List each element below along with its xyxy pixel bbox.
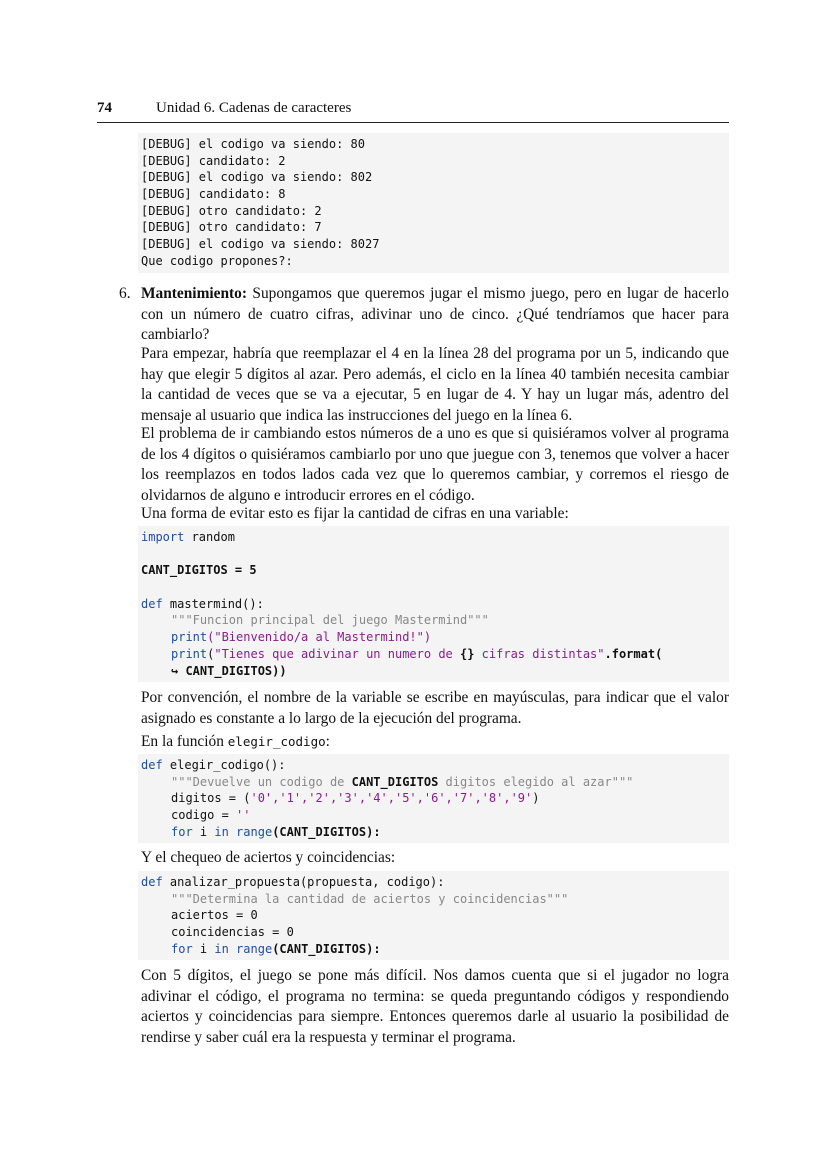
code-text: (CANT_DIGITOS): [272, 941, 381, 956]
code-text: (CANT_DIGITOS): [272, 824, 381, 839]
code-text: {} [460, 646, 475, 661]
code-line [141, 941, 726, 958]
paragraph: Y el chequeo de aciertos y coincidencias: [141, 849, 396, 866]
code-line: aciertos = 0 [171, 908, 258, 923]
item-lead-paragraph [141, 284, 729, 346]
code-text: .format( [604, 646, 663, 661]
item-title: Mantenimiento: [141, 285, 248, 302]
code-keyword: range [228, 824, 273, 839]
code-line [141, 646, 726, 663]
code-line [141, 529, 726, 546]
debug-line: [DEBUG] otro candidato: 2 [141, 203, 322, 218]
code-keyword: print [171, 646, 208, 661]
debug-line: [DEBUG] el codigo va siendo: 802 [141, 170, 373, 185]
debug-line: [DEBUG] otro candidato: 7 [141, 220, 322, 235]
paragraph-text: En la función [141, 733, 224, 750]
code-line: CANT_DIGITOS = 5 [141, 563, 257, 578]
code-string: "Tienes que adivinar un numero de [214, 646, 460, 661]
code-text: analizar_propuesta(propuesta, codigo): [162, 875, 445, 889]
chapter-title: Unidad 6. Cadenas de caracteres [156, 100, 352, 116]
code-line [141, 629, 726, 646]
code-comment: digitos elegido al azar""" [438, 774, 634, 789]
code-keyword: for [171, 941, 193, 956]
list-item-number: 6. [119, 285, 131, 302]
code-keyword: def [141, 596, 163, 611]
code-line [141, 824, 726, 841]
item-lead-text: Supongamos que queremos jugar el mismo juego, pero en lugar de hacerlo con un número de cuatro cifras, adivinar uno de cinco. ¿Qué tendríamos que hacer para cambiarlo? [141, 285, 729, 343]
debug-line: [DEBUG] el codigo va siendo: 8027 [141, 237, 380, 252]
code-text: codigo = [171, 808, 237, 823]
code-keyword: def [141, 875, 163, 889]
code-line [141, 757, 726, 774]
code-text: CANT_DIGITOS [351, 774, 439, 789]
code-line [141, 874, 726, 891]
code-keyword: for [171, 824, 193, 839]
code-block-elegir-codigo [138, 754, 729, 843]
code-text: digitos = ( [171, 791, 251, 806]
paragraph: Para empezar, habría que reemplazar el 4 en la línea 28 del programa por un 5, indicando que hay que elegir 5 dígitos al azar. Pero además, el ciclo en la línea 40 también necesita cambiar la cantidad de veces que se va a ejecutar, 5 en lugar de 4. Y hay un lugar más, adentro del mensaje al usuario que indica las instrucciones del juego en la línea 6. [141, 345, 729, 424]
code-block-analizar-propuesta [138, 871, 729, 960]
code-string: '0','1','2','3','4','5','6','7','8','9' [250, 791, 533, 806]
code-text: i [192, 824, 215, 839]
inline-code: elegir_codigo [227, 734, 326, 749]
code-text: ( [207, 646, 215, 661]
debug-line: [DEBUG] candidato: 8 [141, 187, 286, 202]
code-continuation: ↪ CANT_DIGITOS)) [171, 663, 287, 678]
paragraph: Con 5 dígitos, el juego se pone más difícil. Nos damos cuenta que si el jugador no logra adivinar el código, el programa no termina: se queda preguntando códigos y respondiendo aciertos y coincidencias para siempre. Entonces queremos darle al usuario la posibilidad de rendirse y saber cuál era la respuesta y terminar el programa. [141, 967, 729, 1046]
page-number: 74 [97, 100, 112, 116]
paragraph: El problema de ir cambiando estos números de a uno es que si quisiéramos volver al programa de los 4 dígitos o quisiéramos cambiarlo por uno que juegue con 3, tenemos que volver a hacer los reemplazos en todos lados cada vez que lo queremos cambiar, y corremos el riesgo de olvidarnos de alguno e introducir errores en el código. [141, 425, 729, 504]
paragraph: Por convención, el nombre de la variable se escribe en mayúsculas, para indicar que el valor asignado es constante a lo largo de la ejecución del programa. [141, 689, 729, 727]
code-keyword: print [171, 630, 208, 645]
code-line [141, 790, 726, 807]
code-line: coincidencias = 0 [171, 925, 294, 940]
debug-line: Que codigo propones?: [141, 253, 293, 268]
code-keyword: import [141, 530, 185, 544]
code-docstring: """Determina la cantidad de aciertos y coincidencias""" [171, 891, 569, 906]
paragraph-text: : [325, 733, 330, 750]
code-line [141, 596, 726, 613]
code-text: i [192, 941, 215, 956]
code-keyword: range [228, 941, 273, 956]
paragraph: Una forma de evitar esto es fijar la cantidad de cifras en una variable: [141, 505, 569, 522]
code-comment: """Devuelve un codigo de [171, 774, 352, 789]
code-keyword: def [141, 758, 163, 772]
code-string: cifras distintas" [474, 646, 605, 661]
code-string: '' [236, 808, 251, 823]
code-docstring [141, 774, 726, 791]
debug-output-block [138, 133, 729, 273]
code-line [141, 807, 726, 824]
code-block-mastermind [138, 526, 729, 682]
debug-line: [DEBUG] el codigo va siendo: 80 [141, 137, 365, 151]
code-line-blank [141, 546, 726, 563]
code-text: elegir_codigo(): [162, 758, 286, 772]
running-header [97, 98, 729, 123]
code-text: mastermind(): [162, 596, 264, 611]
code-keyword: in [214, 824, 229, 839]
code-text: ) [532, 791, 540, 806]
code-text: random [184, 530, 235, 544]
debug-line: [DEBUG] candidato: 2 [141, 153, 286, 168]
code-line-blank [141, 579, 726, 596]
code-keyword: in [214, 941, 229, 956]
code-string: ("Bienvenido/a al Mastermind!") [207, 630, 432, 645]
paragraph [141, 732, 729, 753]
code-docstring: """Funcion principal del juego Mastermind""" [171, 613, 489, 628]
